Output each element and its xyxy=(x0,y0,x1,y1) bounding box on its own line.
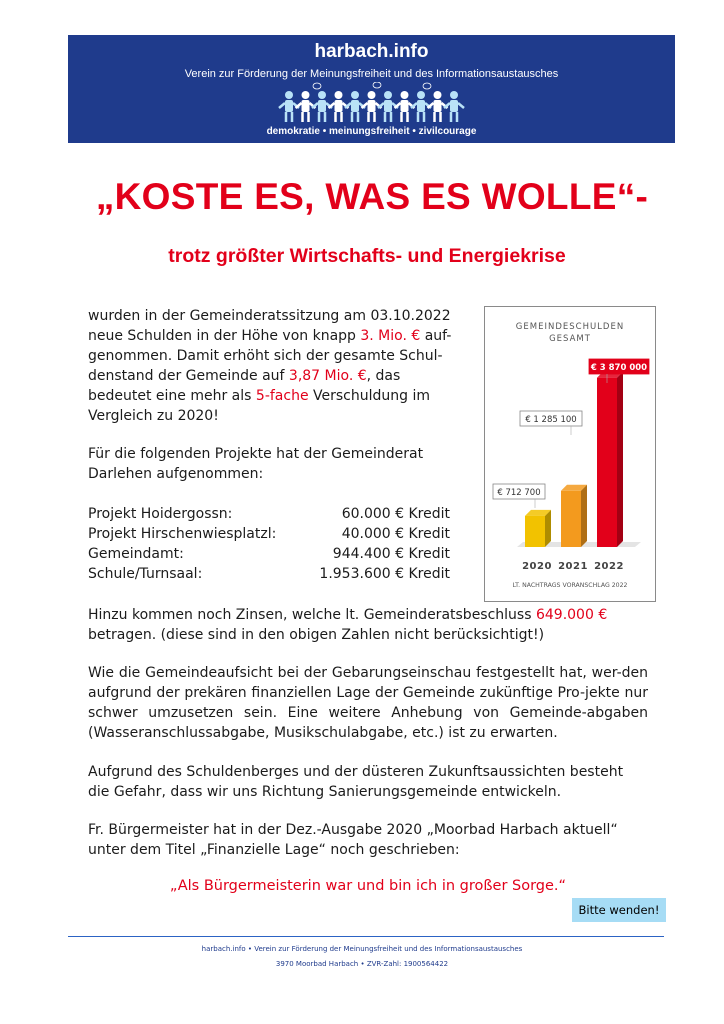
project-name: Gemeindamt: xyxy=(88,546,184,562)
project-amount: 60.000 € Kredit xyxy=(341,506,450,522)
projects-list xyxy=(88,504,450,584)
chart-source: LT. NACHTRAGS VORANSCHLAG 2022 xyxy=(512,582,628,589)
footer-line-1: harbach.info • Verein zur Förderung der Meinungsfreiheit und des Informationsaustausches xyxy=(201,945,523,953)
speech-bubble-icon xyxy=(423,83,431,89)
highlight-interest: 649.000 € xyxy=(535,607,608,623)
speech-bubble-icon xyxy=(373,82,381,88)
project-amount: 1.953.600 € Kredit xyxy=(319,566,450,582)
highlight-total-debt: 3,87 Mio. € xyxy=(288,368,367,384)
people-chain-icon xyxy=(68,82,675,124)
header-banner xyxy=(68,35,675,143)
subheadline: trotz größter Wirtschafts- und Energiekrise xyxy=(168,245,566,267)
project-row xyxy=(88,564,450,584)
chart-category-label: 2021 xyxy=(558,561,588,572)
chart-category-label: 2020 xyxy=(522,561,552,572)
project-row xyxy=(88,504,450,524)
project-name: Schule/Turnsaal: xyxy=(88,566,203,582)
chart-bar-side xyxy=(545,510,551,547)
turn-over-note: Bitte wenden! xyxy=(572,898,666,922)
highlight-new-debt: 3. Mio. € xyxy=(360,328,421,344)
project-row xyxy=(88,524,450,544)
mayor-quote: „Als Bürgermeisterin war und bin ich in großer Sorge.“ xyxy=(169,878,567,894)
chart-category-label: 2022 xyxy=(594,561,624,572)
person-figure xyxy=(444,91,464,122)
site-name: harbach.info xyxy=(314,41,429,62)
chart-data-label: € 3 870 000 xyxy=(590,363,648,373)
banner-tagline: demokratie • meinungsfreiheit • zivilcourage xyxy=(266,126,477,137)
footer-line-2: 3970 Moorbad Harbach • ZVR-Zahl: 1900564422 xyxy=(275,960,449,968)
chart-bar xyxy=(561,491,581,547)
project-row xyxy=(88,544,450,564)
chart-bar-side xyxy=(617,372,623,547)
headline: „KOSTE ES, WAS ES WOLLE“- xyxy=(95,176,649,217)
highlight-factor: 5-fache xyxy=(255,388,309,404)
paragraph-new-debt: wurden in der Gemeinderatssitzung am 03.10.2022 neue Schulden in der Höhe von knapp 3. Mio. € auf-genommen. Damit erhöht sich der gesamte Schul-denstand der Gemeinde auf 3,87 Mio. €, das bedeutet eine mehr als 5-fache Verschuldung im Vergleich zu 2020! xyxy=(88,308,452,424)
speech-bubble-icon xyxy=(313,83,321,89)
project-name: Projekt Hirschenwiesplatzl: xyxy=(88,526,277,542)
chart-bar xyxy=(597,378,617,547)
paragraph-mayor: Fr. Bürgermeister hat in der Dez.-Ausgabe 2020 „Moorbad Harbach aktuell“ unter dem Titel „Finanzielle Lage“ noch geschrieben: xyxy=(88,822,618,858)
chart-bar-side xyxy=(581,485,587,547)
paragraph-projects-intro: Für die folgenden Projekte hat der Gemeinderat Darlehen aufgenommen: xyxy=(88,446,424,482)
chart-bar xyxy=(525,516,545,547)
project-amount: 40.000 € Kredit xyxy=(341,526,450,542)
chart-title: GESAMT xyxy=(549,334,591,344)
project-name: Projekt Hoidergossn: xyxy=(88,506,233,522)
project-amount: 944.400 € Kredit xyxy=(332,546,450,562)
chart-data-label: € 712 700 xyxy=(497,488,541,498)
paragraph-interest: Hinzu kommen noch Zinsen, welche lt. Gemeinderatsbeschluss 649.000 € betragen. (diese sind in den obigen Zahlen nicht berücksichtigt!) xyxy=(88,607,608,643)
footer-divider xyxy=(68,936,664,937)
chart-title: GEMEINDESCHULDEN xyxy=(515,322,625,332)
debt-chart xyxy=(484,306,656,602)
paragraph-supervision: Wie die Gemeindeaufsicht bei der Gebarungseinschau festgestellt hat, wer-den aufgrund der prekären finanziellen Lage der Gemeinde zukünftige Pro-jekte nur schwer umzusetzen sein. Eine weitere Anhebung von Gemeinde-abgaben (Wasseranschlussabgabe, Musikschulabgabe, etc.) ist zu erwarten. xyxy=(88,665,648,741)
banner-subtitle: Verein zur Förderung der Meinungsfreiheit und des Informationsaustausches xyxy=(184,68,559,80)
chart-data-label: € 1 285 100 xyxy=(525,415,577,425)
paragraph-outlook: Aufgrund des Schuldenberges und der düsteren Zukunftsaussichten besteht die Gefahr, dass wir uns Richtung Sanierungsgemeinde entwickeln. xyxy=(88,764,624,800)
